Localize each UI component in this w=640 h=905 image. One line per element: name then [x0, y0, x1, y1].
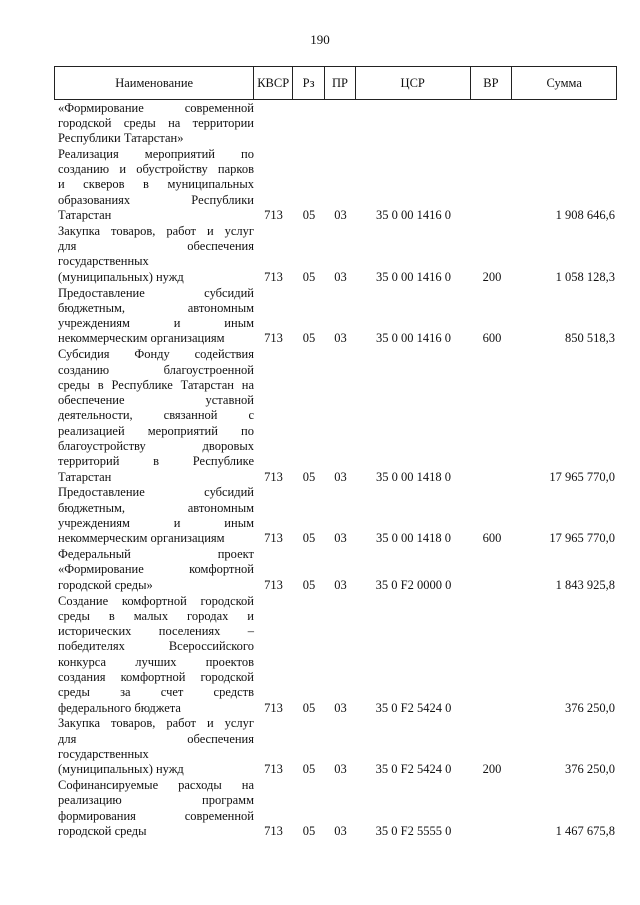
row-name-line: благоустройству дворовых — [58, 439, 254, 454]
cell-csr: 35 0 F2 5424 0 — [375, 762, 452, 777]
table-row — [54, 778, 617, 839]
row-name-line: бюджетным, автономным — [58, 300, 254, 315]
row-name-line: среды в малых городах и — [58, 608, 254, 623]
cell-sum: 17 965 770,0 — [549, 531, 615, 546]
row-name-line: (муниципальных) нужд — [58, 269, 184, 284]
row-name-line: Субсидия Фонду содействия — [58, 347, 254, 362]
cell-kvsr: 713 — [264, 762, 283, 777]
table-row — [54, 594, 617, 716]
row-name-line: некоммерческим организациям — [58, 331, 225, 346]
cell-vr: 600 — [482, 531, 502, 546]
row-name — [54, 485, 254, 546]
row-name-line: Создание комфортной городской — [58, 593, 254, 608]
row-name — [54, 547, 254, 593]
table-row — [54, 147, 617, 223]
row-name-line: реализацию программ — [58, 793, 254, 808]
table-row — [54, 224, 617, 285]
row-name-line: реализацией мероприятий по — [58, 423, 254, 438]
cell-kvsr: 713 — [264, 469, 283, 484]
cell-rz: 05 — [302, 823, 316, 838]
row-name-line: городской среды на территории — [58, 115, 254, 130]
header-pr: ПР — [325, 67, 356, 99]
header-rz: Рз — [293, 67, 325, 99]
cell-rz: 05 — [302, 762, 316, 777]
cell-sum: 17 965 770,0 — [549, 469, 615, 484]
row-name-line: и скверов в муниципальных — [58, 177, 254, 192]
cell-kvsr: 713 — [264, 531, 283, 546]
cell-rz: 05 — [302, 469, 316, 484]
row-name-line: Закупка товаров, работ и услуг — [58, 716, 254, 731]
row-name-line: формирования современной — [58, 808, 254, 823]
cell-pr: 03 — [334, 531, 347, 546]
cell-sum: 376 250,0 — [565, 700, 615, 715]
row-name — [54, 594, 254, 716]
row-name-line: (муниципальных) нужд — [58, 762, 184, 777]
cell-pr: 03 — [334, 269, 347, 284]
cell-csr: 35 0 F2 0000 0 — [375, 577, 452, 592]
cell-rz: 05 — [302, 577, 316, 592]
table-row — [54, 347, 617, 485]
row-name-line: обеспечение уставной — [58, 393, 254, 408]
cell-csr: 35 0 00 1416 0 — [376, 208, 451, 223]
row-name-line: учреждениям и иным — [58, 316, 254, 331]
row-name-line: Федеральный проект — [58, 547, 254, 562]
cell-csr: 35 0 00 1416 0 — [376, 331, 451, 346]
row-name-line: созданию благоустроенной — [58, 362, 254, 377]
cell-csr: 35 0 00 1418 0 — [376, 531, 451, 546]
row-name-line: государственных — [58, 254, 149, 269]
table-row — [54, 716, 617, 777]
header-sum: Сумма — [546, 75, 582, 90]
row-name — [54, 716, 254, 777]
cell-pr: 03 — [334, 331, 347, 346]
cell-kvsr: 713 — [264, 208, 283, 223]
cell-rz: 05 — [302, 208, 316, 223]
cell-rz: 05 — [302, 269, 316, 284]
cell-sum: 850 518,3 — [565, 331, 615, 346]
cell-sum: 1 058 128,3 — [555, 269, 615, 284]
cell-kvsr: 713 — [264, 577, 283, 592]
cell-csr: 35 0 00 1418 0 — [376, 469, 451, 484]
cell-pr: 03 — [334, 208, 347, 223]
row-name-line: городской среды — [58, 823, 147, 838]
row-name-line: «Формирование комфортной — [58, 562, 254, 577]
cell-vr: 200 — [482, 269, 502, 284]
row-name-line: бюджетным, автономным — [58, 500, 254, 515]
row-name — [54, 101, 254, 147]
row-name — [54, 286, 254, 347]
table-row — [54, 101, 617, 147]
row-name-line: Татарстан — [58, 208, 112, 223]
row-name-line: Реализация мероприятий по — [58, 146, 254, 161]
row-name-line: образованиях Республики — [58, 192, 254, 207]
row-name-line: Закупка товаров, работ и услуг — [58, 223, 254, 238]
row-name-line: для обеспечения — [58, 731, 254, 746]
cell-rz: 05 — [302, 700, 316, 715]
cell-pr: 03 — [334, 700, 347, 715]
cell-csr: 35 0 F2 5424 0 — [375, 700, 452, 715]
cell-kvsr: 713 — [264, 269, 283, 284]
table-header — [54, 66, 617, 100]
table-row — [54, 547, 617, 593]
row-name-line: среды за счет средств — [58, 685, 254, 700]
row-name-line: для обеспечения — [58, 239, 254, 254]
row-name — [54, 347, 254, 485]
cell-kvsr: 713 — [264, 823, 283, 838]
cell-csr: 35 0 F2 5555 0 — [375, 823, 452, 838]
cell-pr: 03 — [334, 823, 347, 838]
row-name — [54, 778, 254, 839]
row-name-line: Республики Татарстан» — [58, 131, 184, 146]
header-kvsr: КВСР — [254, 67, 293, 99]
row-name-line: исторических поселениях – — [58, 624, 254, 639]
header-csr: ЦСР — [356, 67, 471, 99]
row-name-line: Софинансируемые расходы на — [58, 778, 254, 793]
table-body — [54, 101, 617, 840]
row-name-line: конкурса лучших проектов — [58, 654, 254, 669]
table-row — [54, 286, 617, 347]
page-number: 190 — [310, 32, 330, 47]
cell-sum: 1 467 675,8 — [555, 823, 615, 838]
cell-kvsr: 713 — [264, 331, 283, 346]
row-name-line: Предоставление субсидий — [58, 485, 254, 500]
header-vr: ВР — [471, 67, 513, 99]
cell-vr: 600 — [482, 331, 502, 346]
cell-rz: 05 — [302, 331, 316, 346]
row-name-line: государственных — [58, 746, 149, 761]
header-name: Наименование — [55, 67, 254, 99]
row-name-line: некоммерческим организациям — [58, 531, 225, 546]
row-name-line: федерального бюджета — [58, 700, 181, 715]
cell-rz: 05 — [302, 531, 316, 546]
row-name — [54, 147, 254, 223]
row-name-line: создания комфортной городской — [58, 669, 254, 684]
cell-kvsr: 713 — [264, 700, 283, 715]
row-name-line: Татарстан — [58, 469, 112, 484]
row-name-line: деятельности, связанной с — [58, 408, 254, 423]
table-row — [54, 485, 617, 546]
row-name-line: территорий в Республике — [58, 454, 254, 469]
cell-sum: 376 250,0 — [565, 762, 615, 777]
row-name-line: учреждениям и иным — [58, 516, 254, 531]
cell-pr: 03 — [334, 577, 347, 592]
row-name-line: победителях Всероссийского — [58, 639, 254, 654]
row-name-line: Предоставление субсидий — [58, 285, 254, 300]
cell-pr: 03 — [334, 762, 347, 777]
row-name — [54, 224, 254, 285]
row-name-line: среды в Республике Татарстан на — [58, 377, 254, 392]
budget-table — [54, 66, 617, 839]
row-name-line: городской среды» — [58, 577, 153, 592]
cell-csr: 35 0 00 1416 0 — [376, 269, 451, 284]
cell-sum: 1 908 646,6 — [555, 208, 615, 223]
row-name-line: созданию и обустройству парков — [58, 162, 254, 177]
cell-vr: 200 — [482, 762, 502, 777]
cell-sum: 1 843 925,8 — [555, 577, 615, 592]
row-name-line: «Формирование современной — [58, 100, 254, 115]
cell-pr: 03 — [334, 469, 347, 484]
